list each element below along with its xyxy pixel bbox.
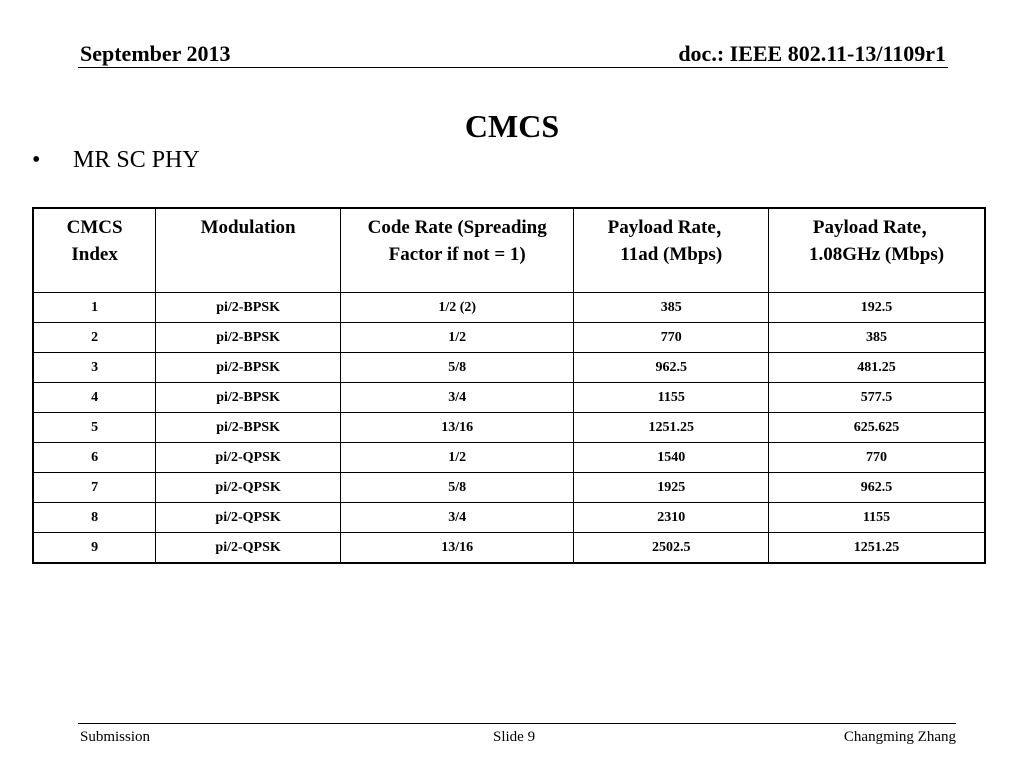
cell-payload-11ad: 1251.25 (574, 413, 769, 443)
table-row (33, 293, 985, 323)
cell-code-rate: 1/2 (2) (340, 293, 573, 323)
cell-code-rate: 1/2 (340, 323, 573, 353)
cell-code-rate: 5/8 (340, 473, 573, 503)
cell-payload-108ghz: 481.25 (768, 353, 985, 383)
table-row (33, 413, 985, 443)
table-row (33, 503, 985, 533)
cell-payload-108ghz: 1155 (768, 503, 985, 533)
table-row (33, 323, 985, 353)
bullet-icon: • (32, 147, 41, 173)
cell-payload-11ad: 2310 (574, 503, 769, 533)
table-row (33, 383, 985, 413)
cell-modulation: pi/2-BPSK (156, 413, 341, 443)
cell-payload-11ad: 1155 (574, 383, 769, 413)
cell-code-rate: 3/4 (340, 503, 573, 533)
cell-modulation: pi/2-QPSK (156, 473, 341, 503)
cell-index: 2 (33, 323, 156, 353)
header-divider (78, 67, 948, 68)
cell-payload-108ghz: 1251.25 (768, 533, 985, 564)
cell-modulation: pi/2-BPSK (156, 353, 341, 383)
table-row (33, 443, 985, 473)
cell-modulation: pi/2-BPSK (156, 293, 341, 323)
cell-payload-11ad: 770 (574, 323, 769, 353)
cell-modulation: pi/2-QPSK (156, 503, 341, 533)
cell-code-rate: 5/8 (340, 353, 573, 383)
cmcs-table (32, 207, 986, 564)
cell-index: 5 (33, 413, 156, 443)
cell-modulation: pi/2-BPSK (156, 323, 341, 353)
table-row (33, 473, 985, 503)
header-payload-rate-11ad: Payload Rate， 11ad (Mbps) (574, 208, 769, 293)
table-row (33, 533, 985, 564)
cell-index: 3 (33, 353, 156, 383)
cell-payload-108ghz: 385 (768, 323, 985, 353)
cell-payload-11ad: 1925 (574, 473, 769, 503)
header-doc-id: doc.: IEEE 802.11-13/1109r1 (678, 41, 946, 66)
header-cmcs-index: CMCS Index (33, 208, 156, 293)
slide-title: CMCS (464, 108, 560, 144)
footer-divider (78, 723, 956, 724)
cell-index: 7 (33, 473, 156, 503)
cell-index: 4 (33, 383, 156, 413)
cell-modulation: pi/2-BPSK (156, 383, 341, 413)
table-header-row (33, 208, 985, 293)
cell-modulation: pi/2-QPSK (156, 443, 341, 473)
cell-modulation: pi/2-QPSK (156, 533, 341, 564)
cell-payload-108ghz: 962.5 (768, 473, 985, 503)
cell-code-rate: 1/2 (340, 443, 573, 473)
header-code-rate: Code Rate (Spreading Factor if not = 1) (340, 208, 573, 293)
cell-payload-108ghz: 625.625 (768, 413, 985, 443)
cell-code-rate: 13/16 (340, 533, 573, 564)
cell-payload-11ad: 962.5 (574, 353, 769, 383)
cell-index: 8 (33, 503, 156, 533)
header-modulation: Modulation (156, 208, 341, 293)
table-row (33, 353, 985, 383)
header-date: September 2013 (80, 41, 231, 66)
cell-payload-11ad: 1540 (574, 443, 769, 473)
cell-index: 1 (33, 293, 156, 323)
cell-payload-108ghz: 770 (768, 443, 985, 473)
cell-payload-108ghz: 577.5 (768, 383, 985, 413)
cell-payload-108ghz: 192.5 (768, 293, 985, 323)
bullet-item (32, 145, 200, 175)
header-payload-rate-108ghz: Payload Rate， 1.08GHz (Mbps) (768, 208, 985, 293)
footer-submission: Submission (80, 729, 151, 745)
cell-index: 9 (33, 533, 156, 564)
footer-slide-number: Slide 9 (493, 729, 536, 745)
cell-index: 6 (33, 443, 156, 473)
cell-payload-11ad: 2502.5 (574, 533, 769, 564)
bullet-text: MR SC PHY (73, 147, 200, 173)
footer-author: Changming Zhang (843, 729, 956, 745)
cell-code-rate: 13/16 (340, 413, 573, 443)
cell-code-rate: 3/4 (340, 383, 573, 413)
cell-payload-11ad: 385 (574, 293, 769, 323)
